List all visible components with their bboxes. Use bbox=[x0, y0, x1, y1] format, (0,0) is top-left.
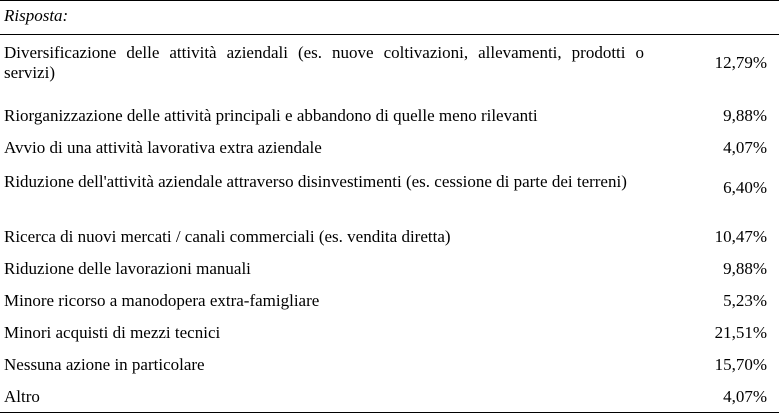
row-label: Riduzione delle lavorazioni manuali bbox=[4, 259, 251, 278]
row-label: Riorganizzazione delle attività principali e abbandono di quelle meno rilevanti bbox=[4, 106, 538, 125]
row-label: Minori acquisti di mezzi tecnici bbox=[4, 323, 221, 342]
row-label: Minore ricorso a manodopera extra-famigliare bbox=[4, 291, 320, 310]
row-label: Altro bbox=[4, 387, 40, 406]
table-row bbox=[0, 106, 779, 128]
table-row bbox=[0, 172, 779, 216]
row-value: 15,70% bbox=[714, 355, 767, 374]
table-bottom-rule bbox=[0, 412, 779, 413]
table-top-rule bbox=[0, 0, 779, 1]
row-label: Ricerca di nuovi mercati / canali commerciali (es. vendita diretta) bbox=[4, 227, 451, 246]
row-label: Diversificazione delle attività aziendali (es. nuove coltivazioni, allevamenti, prodotti o servizi) bbox=[4, 43, 644, 82]
row-value: 21,51% bbox=[714, 323, 767, 342]
row-value: 10,47% bbox=[714, 227, 767, 246]
table-row bbox=[0, 323, 779, 345]
row-label: Nessuna azione in particolare bbox=[4, 355, 205, 374]
row-value: 6,40% bbox=[723, 178, 767, 197]
table-row bbox=[0, 355, 779, 377]
row-value: 12,79% bbox=[714, 53, 767, 72]
row-label: Avvio di una attività lavorativa extra aziendale bbox=[4, 138, 322, 157]
table-header-rule bbox=[0, 34, 779, 35]
table-row bbox=[0, 43, 779, 89]
row-value: 4,07% bbox=[723, 138, 767, 157]
table-row bbox=[0, 138, 779, 160]
table-row bbox=[0, 291, 779, 313]
table-row bbox=[0, 387, 779, 409]
table-row bbox=[0, 259, 779, 281]
row-value: 9,88% bbox=[723, 259, 767, 278]
row-label: Riduzione dell'attività aziendale attraverso disinvestimenti (es. cessione di parte dei terreni) bbox=[4, 172, 627, 191]
table-header-label: Risposta: bbox=[4, 6, 69, 25]
table-row bbox=[0, 227, 779, 249]
row-value: 9,88% bbox=[723, 106, 767, 125]
row-value: 5,23% bbox=[723, 291, 767, 310]
row-value: 4,07% bbox=[723, 387, 767, 406]
